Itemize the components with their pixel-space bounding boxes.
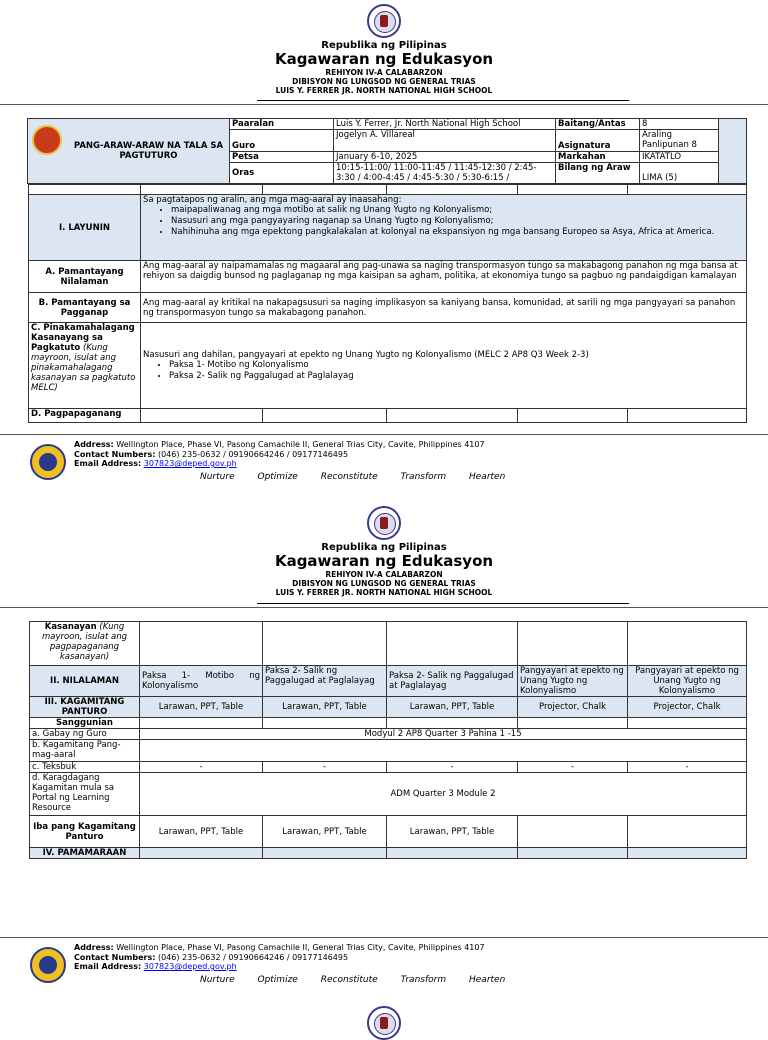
email-label: Email Address: bbox=[74, 962, 142, 971]
layunin-item: • maipapaliwanag ang mga motibo at salik ng Unang Yugto ng Kolonyalismo; bbox=[171, 205, 744, 216]
kasanayan-content bbox=[141, 323, 747, 409]
page1-header bbox=[0, 4, 768, 95]
region-label: REHIYON IV-A CALABARZON bbox=[325, 570, 443, 579]
region-label: REHIYON IV-A CALABARZON bbox=[325, 68, 443, 77]
pamantayang-nilalaman-text: Ang mag-aaral ay naipamamalas ng magaaral ang pag-unawa sa naging transpormasyon tungo sa makabagong panahon ng mga bansa at rehiyon sa daigdig bunsod ng paglaganap ng mga kaisipan sa agham, politika, at ekonomiya tungo sa pagbuo ng pandaigdigan kamalayan bbox=[141, 261, 747, 293]
sanggunian-label: Sanggunian bbox=[30, 718, 140, 729]
layunin-intro: Sa pagtatapos ng aralin, ang mga mag-aaral ay inaasahang: bbox=[143, 195, 402, 205]
kasanayan-list bbox=[143, 360, 744, 382]
layunin-list bbox=[143, 205, 744, 238]
kagamitang-day3: Larawan, PPT, Table bbox=[387, 697, 518, 718]
footer-divider bbox=[0, 434, 768, 435]
doc-title-cell bbox=[28, 119, 230, 184]
kagamitang-day2: Larawan, PPT, Table bbox=[263, 697, 387, 718]
kasanayan-item: • Paksa 1- Motibo ng Kolonyalismo bbox=[169, 360, 744, 371]
address-value: Wellington Place, Phase VI, Pasong Camachile II, General Trias City, Cavite, Philippines 4107 bbox=[116, 440, 485, 449]
asignatura-label: Asignatura bbox=[556, 130, 640, 152]
petsa-label: Petsa bbox=[230, 152, 334, 163]
kagamitang-day4: Projector, Chalk bbox=[518, 697, 628, 718]
layunin-cell bbox=[141, 195, 747, 261]
iba-label: Iba pang Kagamitang Panturo bbox=[30, 816, 140, 848]
guro-label: Guro bbox=[230, 130, 334, 152]
department-title: Kagawaran ng Edukasyon bbox=[274, 50, 494, 68]
header-divider bbox=[0, 607, 768, 608]
motto-hearten: Hearten bbox=[469, 472, 506, 482]
motto bbox=[200, 472, 525, 482]
kasanayan-note: (Kung mayroon, isulat ang pinakamahalagang kasanayan sa pagkatuto MELC) bbox=[31, 343, 136, 393]
motto-transform: Transform bbox=[400, 472, 447, 482]
doc-title: PANG-ARAW-ARAW NA TALA SA PAGTUTURO bbox=[73, 141, 224, 161]
motto-nurture: Nurture bbox=[200, 975, 235, 985]
school-label: LUIS Y. FERRER JR. NORTH NATIONAL HIGH SCHOOL bbox=[275, 588, 493, 597]
motto-reconstitute: Reconstitute bbox=[320, 472, 378, 482]
motto-optimize: Optimize bbox=[257, 975, 298, 985]
motto-reconstitute: Reconstitute bbox=[320, 975, 378, 985]
bilang-label: Bilang ng Araw bbox=[556, 163, 640, 184]
teksbuk-day3: - bbox=[387, 762, 518, 773]
markahan-label: Markahan bbox=[556, 152, 640, 163]
lesson-table-1 bbox=[28, 184, 747, 423]
page2-footer bbox=[30, 943, 750, 989]
kasanayan-item: • Paksa 2- Salik ng Paggalugad at Paglalayag bbox=[169, 371, 744, 382]
motto-transform: Transform bbox=[400, 975, 447, 985]
markahan-value: IKATATLO bbox=[640, 152, 719, 163]
header-divider bbox=[0, 104, 768, 105]
division-label: DIBISYON NG LUNGSOD NG GENERAL TRIAS bbox=[292, 579, 476, 588]
petsa-value: January 6-10, 2025 bbox=[334, 152, 556, 163]
kasanayan-cell bbox=[29, 323, 141, 409]
kagamitang-label: III. KAGAMITANG PANTURO bbox=[30, 697, 140, 718]
oras-value: 10:15-11:00/ 11:00-11:45 / 11:45-12:30 / 2:45-3:30 / 4:00-4:45 / 4:45-5:30 / 5:30-6:15 / bbox=[334, 163, 556, 184]
nilalaman-day4: Pangyayari at epekto ng Unang Yugto ng Kolonyalismo bbox=[518, 666, 628, 697]
motto-nurture: Nurture bbox=[200, 472, 235, 482]
nilalaman-day3: Paksa 2- Salik ng Paggalugad at Paglalayag bbox=[387, 666, 518, 697]
teksbuk-day2: - bbox=[263, 762, 387, 773]
gabay-label: a. Gabay ng Guro bbox=[30, 729, 140, 740]
motto-hearten: Hearten bbox=[469, 975, 506, 985]
iba-day2: Larawan, PPT, Table bbox=[263, 816, 387, 848]
pamamaraan-label: IV. PAMAMARAAN bbox=[30, 848, 140, 859]
iba-day1: Larawan, PPT, Table bbox=[140, 816, 263, 848]
nilalaman-day1: Paksa 1- Motibo ng Kolonyalismo bbox=[140, 666, 263, 697]
oras-label: Oras bbox=[230, 163, 334, 184]
school-seal-icon bbox=[30, 444, 66, 480]
school-logo-icon bbox=[32, 125, 62, 155]
teksbuk-day5: - bbox=[628, 762, 747, 773]
gabay-value: Modyul 2 AP8 Quarter 3 Pahina 1 -15 bbox=[140, 729, 747, 740]
paaralan-value: Luis Y. Ferrer, Jr. North National High School bbox=[334, 119, 556, 130]
info-table bbox=[27, 118, 747, 184]
page2-header bbox=[0, 506, 768, 597]
nilalaman-day2: Paksa 2- Salik ng Paggalugad at Paglalayag bbox=[263, 666, 387, 697]
footer-divider bbox=[0, 937, 768, 938]
pamantayang-nilalaman-label: A. Pamantayang Nilalaman bbox=[29, 261, 141, 293]
kasanayan2-note: (Kung mayroon, isulat ang pagpapaganang kasanayan) bbox=[42, 622, 127, 662]
lesson-table-2 bbox=[29, 621, 747, 859]
teksbuk-day1: - bbox=[140, 762, 263, 773]
address-label: Address: bbox=[74, 943, 114, 952]
layunin-label: I. LAYUNIN bbox=[29, 195, 141, 261]
contact-label: Contact Numbers: bbox=[74, 952, 156, 962]
kagamitang-mag-aaral-label: b. Kagamitang Pang-mag-aaral bbox=[30, 740, 140, 762]
page1-footer bbox=[30, 440, 750, 486]
address-value: Wellington Place, Phase VI, Pasong Camachile II, General Trias City, Cavite, Philippines 4107 bbox=[116, 943, 485, 952]
iba-day4 bbox=[518, 816, 628, 848]
kasanayan-label: C. Pinakamahalagang Kasanayang sa Pagkatuto bbox=[31, 323, 135, 353]
kasanayan-text: Nasusuri ang dahilan, pangyayari at epekto ng Unang Yugto ng Kolonyalismo (MELC 2 AP8 Q3 Week 2-3) bbox=[143, 349, 589, 360]
header-underline bbox=[257, 603, 629, 604]
baitang-value: 8 bbox=[640, 119, 719, 130]
deped-seal-icon bbox=[367, 1006, 401, 1040]
header-underline bbox=[257, 100, 629, 101]
republic-label: Republika ng Pilipinas bbox=[321, 40, 447, 51]
division-label: DIBISYON NG LUNGSOD NG GENERAL TRIAS bbox=[292, 77, 476, 86]
motto-optimize: Optimize bbox=[257, 472, 298, 482]
email-link[interactable]: 307823@deped.gov.ph bbox=[143, 962, 237, 971]
layunin-item: • Nahihinuha ang mga epektong pangkalakalan at kolonyal na ekspansiyon ng mga bansang Europeo sa Asya, Africa at America. bbox=[171, 227, 744, 238]
layunin-item: • Nasusuri ang mga pangyayaring naganap sa Unang Yugto ng Kolonyalismo; bbox=[171, 216, 744, 227]
pamantayang-pagganap-text: Ang mag-aaral ay kritikal na nakapagsusuri sa naging implikasyon sa kaniyang bansa, komunidad, at sarili ng mga pangyayari sa panahon ng transpormasyon tungo sa makabagong panahon. bbox=[141, 293, 747, 323]
pagpapaganang-label: D. Pagpapaganang bbox=[29, 409, 141, 423]
republic-label: Republika ng Pilipinas bbox=[321, 542, 447, 553]
motto bbox=[200, 975, 525, 985]
address-label: Address: bbox=[74, 440, 114, 449]
teksbuk-day4: - bbox=[518, 762, 628, 773]
pamantayang-pagganap-label: B. Pamantayang sa Pagganap bbox=[29, 293, 141, 323]
deped-seal-icon bbox=[367, 4, 401, 38]
email-link[interactable]: 307823@deped.gov.ph bbox=[143, 459, 237, 468]
iba-day5 bbox=[628, 816, 747, 848]
kagamitang-day5: Projector, Chalk bbox=[628, 697, 747, 718]
email-label: Email Address: bbox=[74, 459, 142, 468]
bilang-value: LIMA (5) bbox=[640, 163, 719, 184]
iba-day3: Larawan, PPT, Table bbox=[387, 816, 518, 848]
contact-value: (046) 235-0632 / 09190664246 / 09177146495 bbox=[157, 952, 349, 962]
baitang-label: Baitang/Antas bbox=[556, 119, 640, 130]
deped-seal-icon bbox=[367, 506, 401, 540]
department-title: Kagawaran ng Edukasyon bbox=[274, 552, 494, 570]
kasanayan2-label: Kasanayan bbox=[44, 622, 97, 632]
karagdagan-label: d. Karagdagang Kagamitan mula sa Portal ng Learning Resource bbox=[30, 773, 140, 816]
teksbuk-label: c. Teksbuk bbox=[30, 762, 140, 773]
nilalaman-day5: Pangyayari at epekto ng Unang Yugto ng Kolonyalismo bbox=[628, 666, 747, 697]
paaralan-label: Paaralan bbox=[230, 119, 334, 130]
contact-label: Contact Numbers: bbox=[74, 449, 156, 459]
kagamitang-day1: Larawan, PPT, Table bbox=[140, 697, 263, 718]
school-label: LUIS Y. FERRER JR. NORTH NATIONAL HIGH SCHOOL bbox=[275, 86, 493, 95]
asignatura-value: Araling Panlipunan 8 bbox=[640, 130, 719, 152]
nilalaman-label: II. NILALAMAN bbox=[30, 666, 140, 697]
kasanayan2-cell bbox=[30, 622, 140, 666]
school-seal-icon bbox=[30, 947, 66, 983]
contact-value: (046) 235-0632 / 09190664246 / 09177146495 bbox=[157, 449, 349, 459]
karagdagan-value: ADM Quarter 3 Module 2 bbox=[140, 773, 747, 816]
guro-value: Jogelyn A. Villareal bbox=[334, 130, 556, 152]
